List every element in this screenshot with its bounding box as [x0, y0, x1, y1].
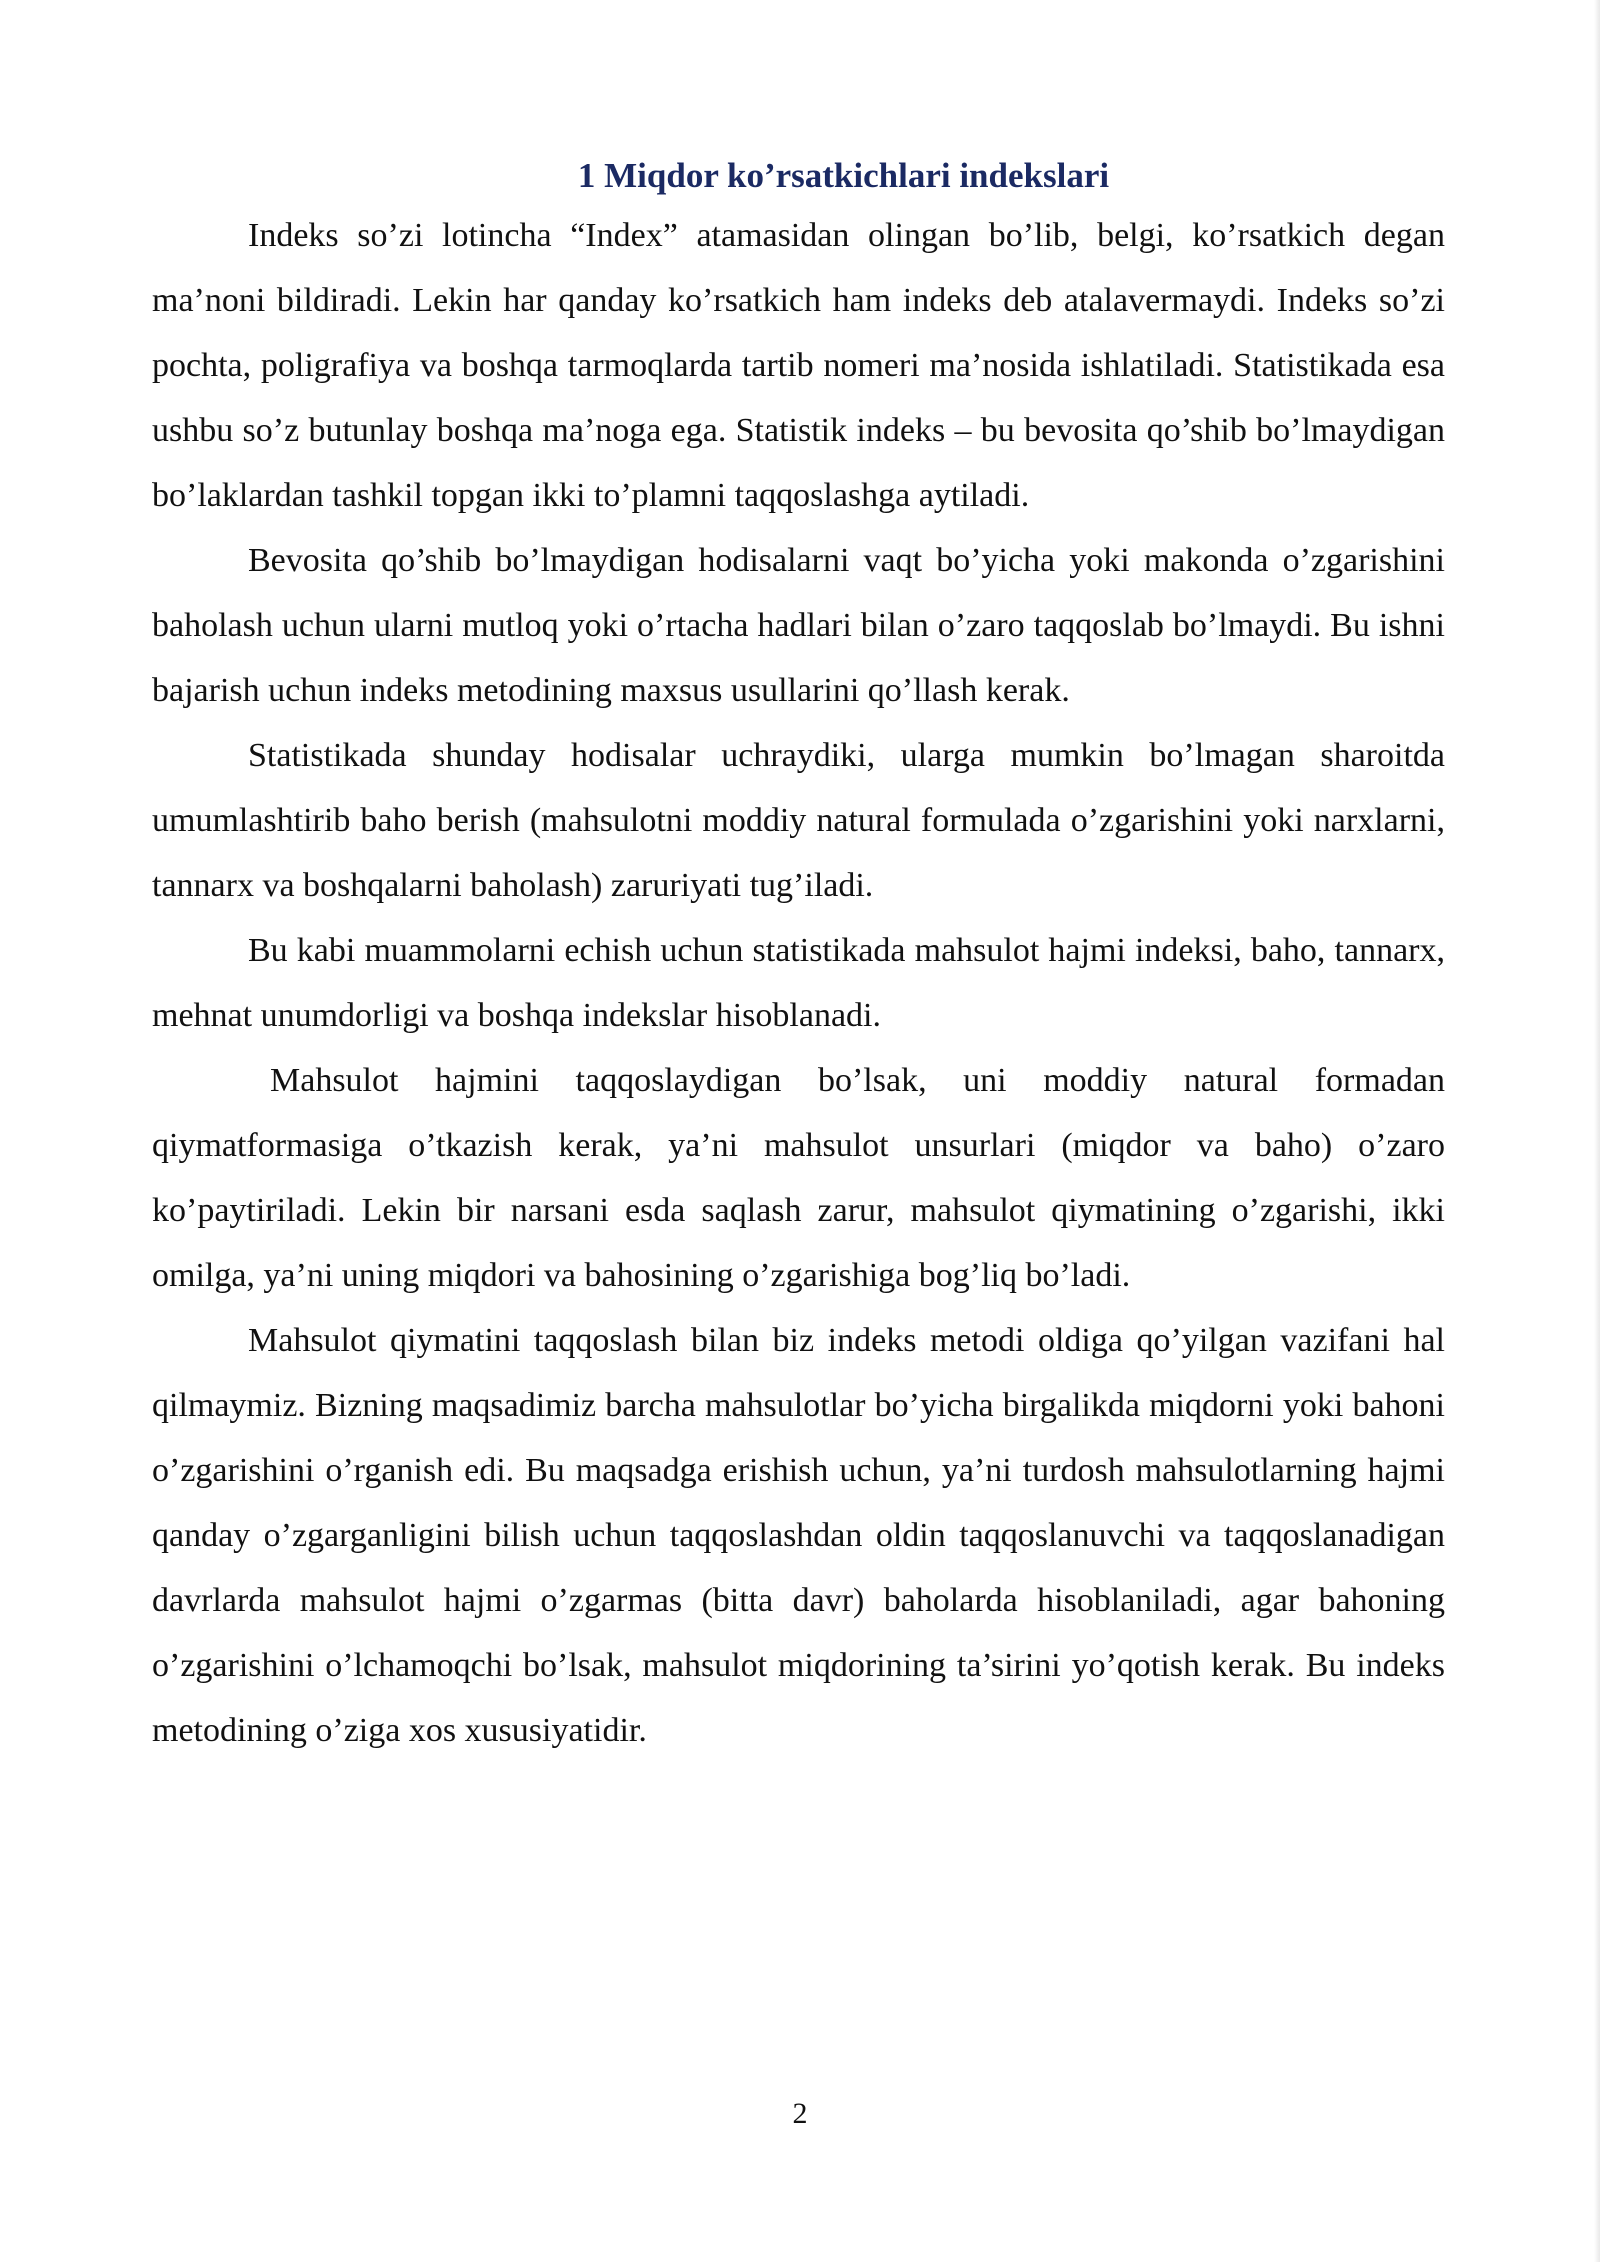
page-number: 2: [792, 2097, 808, 2130]
paragraph-6: Mahsulot qiymatini taqqoslash bilan biz indeks metodi oldiga qo’yilgan vazifani hal qilmaymiz. Bizning maqsadimiz barcha mahsulotlar bo’yicha birgalikda miqdorni yoki bahoni o’zgarishini o’rganish edi. Bu maqsadga erishish uchun, ya’ni turdosh mahsulotlarning hajmi qanday o’zgarganligini bilish uchun taqqoslashdan oldin taqqoslanuvchi va taqqoslanadigan davrlarda mahsulot hajmi o’zgarmas (bitta davr) baholarda hisoblaniladi, agar bahoning o’zgarishini o’lchamoqchi bo’lsak, mahsulot miqdorining ta’sirini yo’qotish kerak. Bu indeks metodining o’ziga xos xususiyatidir.: [152, 1322, 1445, 1749]
section-title: 1 Miqdor ko’rsatkichlari indekslari: [577, 156, 1110, 195]
paragraph-2: Bevosita qo’shib bo’lmaydigan hodisalarni vaqt bo’yicha yoki makonda o’zgarishini baholash uchun ularni mutloq yoki o’rtacha hadlari bilan o’zaro taqqoslab bo’lmaydi. Bu ishni bajarish uchun indeks metodining maxsus usullarini qo’llash kerak.: [152, 542, 1445, 709]
page-edge-shadow: [1594, 0, 1600, 2262]
paragraph-5: Mahsulot hajmini taqqoslaydigan bo’lsak, uni moddiy natural formadan qiymatformasiga o’tkazish kerak, ya’ni mahsulot unsurlari (miqdor va baho) o’zaro ko’paytiriladi. Lekin bir narsani esda saqlash zarur, mahsulot qiymatining o’zgarishi, ikki omilga, ya’ni uning miqdori va bahosining o’zgarishiga bog’liq bo’ladi.: [152, 1062, 1445, 1294]
paragraph-4: Bu kabi muammolarni echish uchun statistikada mahsulot hajmi indeksi, baho, tannarx, mehnat unumdorligi va boshqa indekslar hisoblanadi.: [152, 932, 1445, 1034]
paragraph-1: Indeks so’zi lotincha “Index” atamasidan olingan bo’lib, belgi, ko’rsatkich degan ma’noni bildiradi. Lekin har qanday ko’rsatkich ham indeks deb atalavermaydi. Indeks so’zi pochta, poligrafiya va boshqa tarmoqlarda tartib nomeri ma’nosida ishlatiladi. Statistikada esa ushbu so’z butunlay boshqa ma’noga ega. Statistik indeks – bu bevosita qo’shib bo’lmaydigan bo’laklardan tashkil topgan ikki to’plamni taqqoslashga aytiladi.: [152, 217, 1445, 514]
paragraph-3: Statistikada shunday hodisalar uchraydiki, ularga mumkin bo’lmagan sharoitda umumlashtirib baho berish (mahsulotni moddiy natural formulada o’zgarishini yoki narxlarni, tannarx va boshqalarni baholash) zaruriyati tug’iladi.: [152, 737, 1445, 904]
document-body: [152, 148, 1445, 1763]
